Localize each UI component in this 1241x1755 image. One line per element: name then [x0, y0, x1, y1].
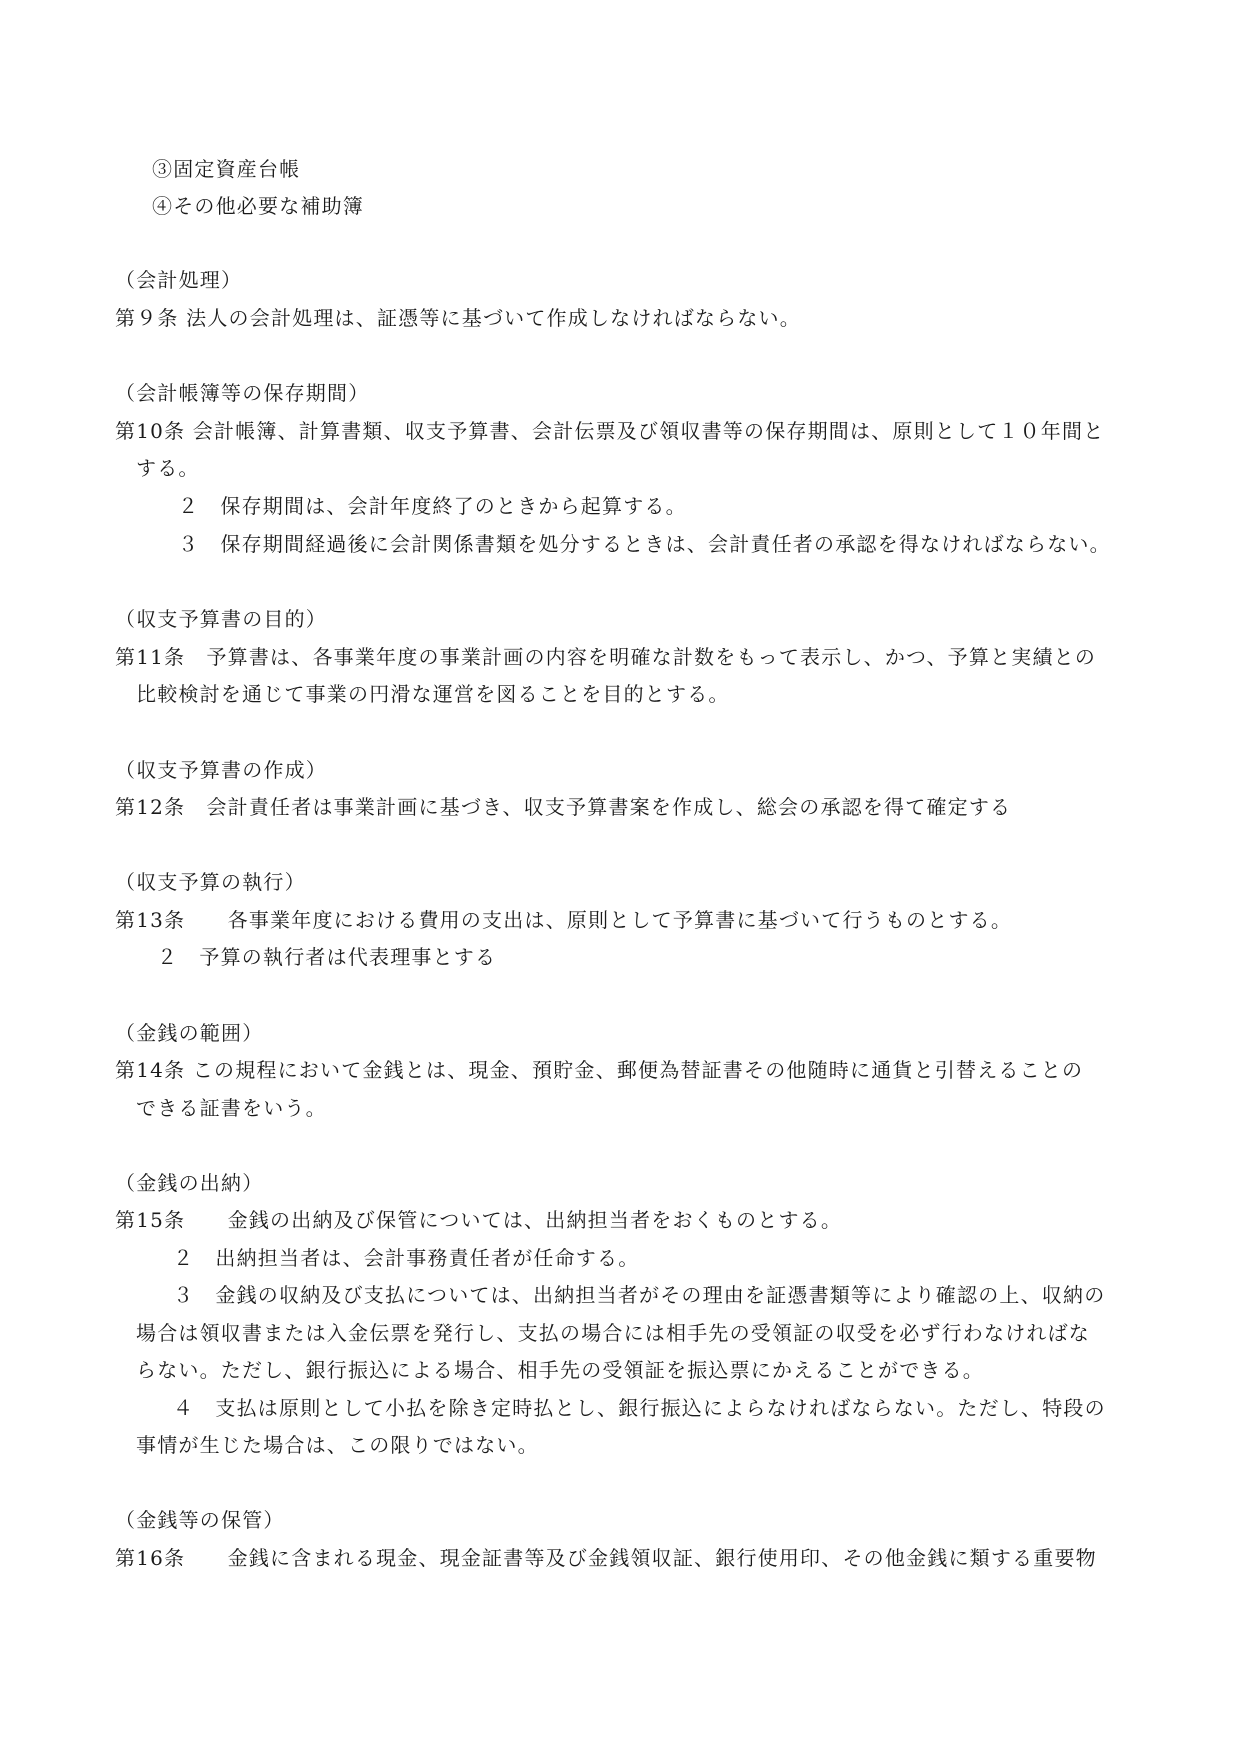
article-13-text: 第13条 各事業年度における費用の支出は、原則として予算書に基づいて行うものとする。 — [115, 908, 1013, 932]
article-15-paragraph-3-line-3: らない。ただし、銀行振込による場合、相手先の受領証を振込票にかえることができる。 — [136, 1358, 984, 1382]
article-11-heading: （収支予算書の目的） — [115, 607, 327, 631]
article-11-text-line-2: 比較検討を通じて事業の円滑な運営を図ることを目的とする。 — [136, 682, 730, 706]
article-10-text-line-1: 第10条 会計帳簿、計算書類、収支予算書、会計伝票及び領収書等の保存期間は、原則として１０年間と — [115, 419, 1105, 443]
article-15-paragraph-2: ２ 出納担当者は、会計事務責任者が任命する。 — [173, 1246, 640, 1270]
article-10-text-line-2: する。 — [136, 456, 200, 480]
article-15-text: 第15条 金銭の出納及び保管については、出納担当者をおくものとする。 — [115, 1208, 843, 1232]
article-15-paragraph-4-line-2: 事情が生じた場合は、この限りではない。 — [136, 1433, 539, 1457]
article-16-text: 第16条 金銭に含まれる現金、現金証書等及び金銭領収証、銀行使用印、その他金銭に類する重要物 — [115, 1546, 1097, 1570]
article-16-heading: （金銭等の保管） — [115, 1508, 285, 1532]
article-14-text-line-2: できる証書をいう。 — [136, 1096, 327, 1120]
article-15-paragraph-3-line-1: ３ 金銭の収納及び支払については、出納担当者がその理由を証憑書類等により確認の上、収納の — [173, 1283, 1106, 1307]
article-11-text-line-1: 第11条 予算書は、各事業年度の事業計画の内容を明確な計数をもって表示し、かつ、予算と実績との — [115, 645, 1097, 669]
article-9-heading: （会計処理） — [115, 268, 243, 292]
article-13-paragraph-2: ２ 予算の執行者は代表理事とする — [157, 945, 497, 969]
article-15-heading: （金銭の出納） — [115, 1171, 264, 1195]
article-10-paragraph-2: ２ 保存期間は、会計年度終了のときから起算する。 — [178, 494, 687, 518]
list-item-other-subledgers: ④その他必要な補助簿 — [152, 194, 364, 218]
article-12-text: 第12条 会計責任者は事業計画に基づき、収支予算書案を作成し、総会の承認を得て確定する — [115, 795, 1012, 819]
article-14-heading: （金銭の範囲） — [115, 1021, 264, 1045]
article-12-heading: （収支予算書の作成） — [115, 758, 327, 782]
article-15-paragraph-3-line-2: 場合は領収書または入金伝票を発行し、支払の場合には相手先の受領証の収受を必ず行わなければな — [136, 1321, 1090, 1345]
article-10-heading: （会計帳簿等の保存期間） — [115, 381, 370, 405]
article-10-paragraph-3: ３ 保存期間経過後に会計関係書類を処分するときは、会計責任者の承認を得なければならない。 — [178, 532, 1111, 556]
article-15-paragraph-4-line-1: ４ 支払は原則として小払を除き定時払とし、銀行振込によらなければならない。ただし、特段の — [173, 1396, 1106, 1420]
list-item-fixed-asset-ledger: ③固定資産台帳 — [152, 157, 301, 181]
article-9-text: 第９条 法人の会計処理は、証憑等に基づいて作成しなければならない。 — [115, 306, 801, 330]
article-13-heading: （収支予算の執行） — [115, 870, 306, 894]
article-14-text-line-1: 第14条 この規程において金銭とは、現金、預貯金、郵便為替証書その他随時に通貨と引替えることの — [115, 1058, 1084, 1082]
